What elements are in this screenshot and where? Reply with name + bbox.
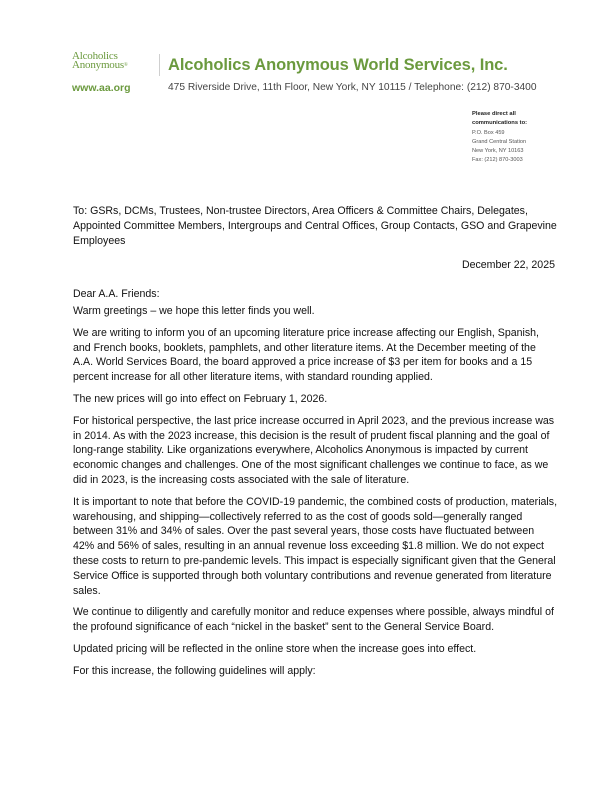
registered-mark: ® [123, 63, 128, 68]
logo-divider [159, 54, 160, 76]
paragraph-greeting: Warm greetings – we hope this letter finds you well. [73, 304, 315, 317]
logo-line-2: Anonymous [72, 59, 124, 71]
address-telephone-line: 475 Riverside Drive, 11th Floor, New York, NY 10115 / Telephone: (212) 870-3400 [168, 82, 537, 93]
letter-body [73, 204, 558, 686]
communications-heading [472, 110, 527, 127]
paragraph-online-store: Updated pricing will be reflected in the online store when the increase goes into effect. [73, 642, 477, 655]
fax-number: Fax: (212) 870-3003 [472, 157, 523, 163]
paragraph-history: For historical perspective, the last price increase occurred in April 2023, and the previous increase was in 2014. As with the 2023 increase, this decision is the result of prudent fiscal planning and the goal of long-range stability. Like organizations everywhere, Alcoholics Anonymous is impacted by current economic changes and challenges. One of the most significant challenges we continue to face, as we did in 2023, is the increasing costs associated with the sale of literature. [73, 414, 555, 486]
station: Grand Central Station [472, 139, 527, 145]
communications-heading-line-1: Please direct all [472, 111, 516, 117]
paragraph-expenses: We continue to diligently and carefully monitor and reduce expenses where possible, always mindful of the profound significance of each “nickel in the basket” sent to the General Service Board. [73, 606, 554, 634]
recipients-line: To: GSRs, DCMs, Trustees, Non-trustee Directors, Area Officers & Committee Chairs, Delegates, Appointed Committee Members, Intergroups and Central Offices, Group Contacts, GSO and Grapevine Employees [73, 205, 557, 247]
organization-name: Alcoholics Anonymous World Services, Inc. [168, 56, 508, 74]
logo-line-1: Alcoholics [72, 50, 118, 62]
paragraph-effective-date: The new prices will go into effect on February 1, 2026. [73, 392, 328, 405]
paragraph-price-increase: We are writing to inform you of an upcoming literature price increase affecting our English, Spanish, and French books, booklets, pamphlets, and other literature items. At the December meeting of the A.A. World Services Board, the board approved a price increase of $3 per item for books and a 15 percent increase for all other literature items, with standard rounding applied. [73, 326, 539, 384]
paragraph-costs: It is important to note that before the COVID-19 pandemic, the combined costs of production, materials, warehousing, and shipping—collectively referred to as the cost of goods sold—generally ranged between 31% and 34% of sales. Over the past several years, those costs have fluctuated between 42% and 56% of sales, resulting in an annual revenue loss exceeding $1.8 million. We do not expect these costs to return to pre-pandemic levels. This impact is especially significant given that the General Service Office is supported through both voluntary contributions and revenue generated from literature sales. [73, 495, 558, 597]
communications-heading-line-2: communications to: [472, 119, 528, 126]
aa-logo [72, 52, 128, 70]
city-state-zip: New York, NY 10163 [472, 148, 524, 154]
po-box: P.O. Box 459 [472, 130, 505, 136]
letter-date: December 22, 2025 [461, 259, 555, 272]
salutation: Dear A.A. Friends: [73, 288, 160, 301]
website-link[interactable]: www.aa.org [72, 82, 131, 94]
paragraph-guidelines: For this increase, the following guidelines will apply: [73, 664, 316, 677]
communications-address-block [472, 110, 527, 165]
